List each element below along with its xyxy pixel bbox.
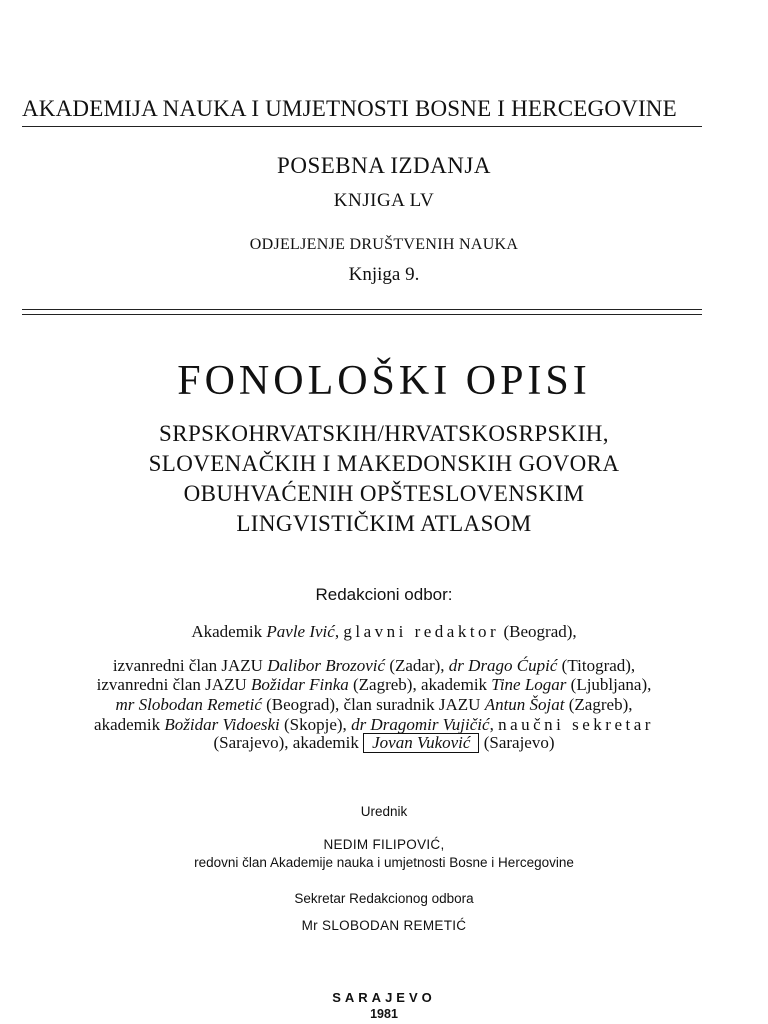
board-text: Akademik [191, 622, 267, 641]
subtitle-line: OBUHVAĆENIH OPŠTESLOVENSKIM [183, 481, 585, 506]
board-member-name: Tine Logar [491, 675, 567, 694]
board-text: (Zagreb), akademik [348, 675, 492, 694]
boxed-member-name: Jovan Vuković [363, 733, 479, 753]
board-text: , [334, 622, 344, 641]
editor-title: redovni član Akademije nauka i umjetnosti Bosne i Hercegovine [194, 855, 574, 870]
board-line-6 [0, 733, 768, 753]
board-member-name: dr Drago Ćupić [448, 656, 558, 675]
board-member-name: Božidar Finka [251, 675, 349, 694]
board-text: (Sarajevo), akademik [213, 733, 364, 752]
board-text: (Ljubljana), [566, 675, 652, 694]
secretary-name: Mr SLOBODAN REMETIĆ [301, 918, 467, 933]
board-text: (Skopje), [279, 715, 352, 734]
secretary-heading: Sekretar Redakcionog odbora [294, 891, 474, 906]
board-member-name: mr Slobodan Remetić [115, 695, 262, 714]
board-text: (Sarajevo) [479, 733, 555, 752]
board-member-name: Antun Šojat [484, 695, 565, 714]
board-text: (Zagreb), [564, 695, 633, 714]
board-member-name: Pavle Ivić [266, 622, 335, 641]
academy-name: AKADEMIJA NAUKA I UMJETNOSTI BOSNE I HERCEGOVINE [22, 96, 677, 121]
double-rule [22, 309, 702, 315]
subtitle-line: LINGVISTIČKIM ATLASOM [236, 511, 532, 536]
main-title: FONOLOŠKI OPISI [177, 358, 591, 404]
department: ODJELJENJE DRUŠTVENIH NAUKA [249, 236, 519, 253]
editor-name: NEDIM FILIPOVIĆ, [323, 837, 445, 852]
editor-heading: Urednik [360, 804, 408, 819]
imprint-year: 1981 [370, 1007, 398, 1021]
series-title: POSEBNA IZDANJA [277, 153, 491, 178]
board-text: (Beograd), [499, 622, 577, 641]
board-text: akademik [94, 715, 165, 734]
board-text: (Titograd), [557, 656, 636, 675]
board-text: , [489, 715, 499, 734]
imprint-city: SARAJEVO [332, 990, 436, 1005]
board-text: (Beograd), član suradnik JAZU [261, 695, 485, 714]
top-rule [22, 126, 702, 127]
board-member-name: Božidar Vidoeski [164, 715, 280, 734]
subtitle-line: SLOVENAČKIH I MAKEDONSKIH GOVORA [148, 451, 620, 476]
department-book-number: Knjiga 9. [348, 264, 420, 285]
board-line-5 [14, 715, 734, 735]
board-role: glavni redaktor [343, 622, 500, 641]
board-line-4 [14, 695, 734, 715]
board-text: izvanredni član JAZU [96, 675, 251, 694]
subtitle-line: SRPSKOHRVATSKIH/HRVATSKOSRPSKIH, [159, 421, 609, 446]
board-line-3 [14, 675, 734, 695]
board-text: (Zadar), [385, 656, 449, 675]
board-role: naučni sekretar [498, 715, 654, 734]
book-number: KNJIGA LV [333, 190, 435, 211]
board-member-name: dr Dragomir Vujičić [351, 715, 490, 734]
board-text: izvanredni član JAZU [112, 656, 268, 675]
board-heading: Redakcioni odbor: [315, 585, 453, 604]
board-line-1 [0, 622, 768, 642]
board-line-2 [14, 656, 734, 676]
board-member-name: Dalibor Brozović [267, 656, 386, 675]
